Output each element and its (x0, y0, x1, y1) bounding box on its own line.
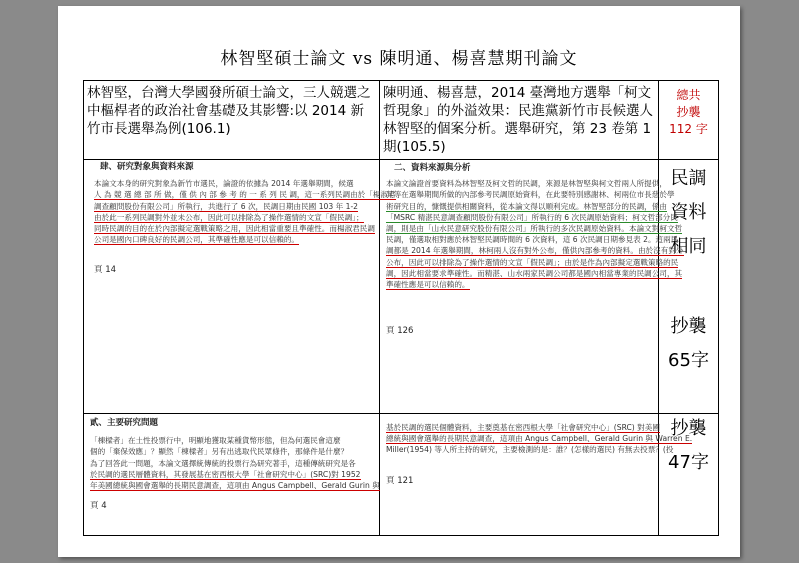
text-line: 調，則是由「山水民意研究股份有限公司」所執行的多次民調原始資料。本論文對柯文哲 (386, 224, 683, 234)
verdict-text: 抄襲 (670, 316, 707, 337)
text-line: 本論文論證首要資料為林智堅及柯文哲的民調，來源是林智堅與柯文哲兩人所提供， (386, 179, 667, 189)
text-line: Miller(1954) 等人所主持的研究，主要檢測的是：誰？(怎樣的選民) 有無去投票？(投 (386, 445, 674, 455)
section-heading: 肆、研究對象與資料來源 (100, 162, 194, 172)
row1-right-cell (380, 160, 684, 414)
page-number: 頁 4 (90, 501, 107, 512)
text-line: 公布，因此可以排除為了操作選情的文宣「假民調」；由於是作為內部擬定選戰策略的民 (386, 257, 679, 267)
header-left: 林智堅，台灣大學國發所碩士論文，三人競選之中樞桿者的政治社會基礎及其影響:以 2014 新竹市長選舉為例(106.1) (84, 81, 380, 160)
verdict-text: 資料 (670, 202, 707, 223)
verdict-text: 65字 (668, 350, 709, 371)
text-line: 「MSRC 精湛民意調查顧問股份有限公司」所執行的 6 次民調原始資料；柯文哲部分民 (386, 212, 678, 222)
text-line: 總統與國會選舉的長期民意調查，這項由 Angus Campbell、Gerald Gurin 與 Warren E. (386, 434, 693, 444)
text-line: 準確性應是可以信賴的。 (386, 280, 470, 290)
page-number: 頁 14 (94, 265, 117, 276)
text-line: 人 為 競 選 總 部 所 做，僅 供 內 部 參 考 的 一 系 列 民 調，這一系列民調由於「楊淑君 (94, 190, 396, 200)
row1-left-cell (84, 160, 396, 414)
verdict-text: 抄襲 (670, 418, 707, 439)
text-line: 年美國總統與國會選舉的長期民意調查，這項由 Angus Campbell、Gerald Gurin 與 (90, 481, 380, 491)
text-line: 民調，僅選取相對應於林智堅民調時間的 6 次資料，這 6 次民調日期參見表 2。這兩民 (386, 235, 679, 245)
section-heading: 二、資料來源與分析 (394, 163, 471, 173)
text-line: 由於此一系列民調對外並未公布，因此可以排除為了操作選情的文宣「假民調」； (94, 212, 364, 222)
text-line: 公司是國內口碑良好的民調公司，其準確性應是可以信賴的。 (94, 235, 300, 245)
verdict-text: 47字 (668, 452, 709, 473)
text-line: 其等在選舉期間所做的內部參考民調原始資料，在此要特別感謝林、柯兩位市長慈於學 (386, 190, 675, 200)
page-title: 林智堅碩士論文 vs 陳明通、楊喜慧期刊論文 (220, 49, 578, 69)
text-line: 為了回答此一問題，本論文選擇統傳統的投票行為研究著手，這種傳統研究是各 (90, 458, 356, 468)
text-line: 同時民調的目的在於內部擬定選戰策略之用，因此相當重要且準確性。而楊淑君民調 (94, 224, 375, 234)
text-line: 調，因此相當要求準確性。而精湛、山水兩家民調公司都是國內相當專業的民調公司，其 (386, 268, 683, 278)
text-line: 調都是 2014 年選舉期間，林柯兩人沒有對外公布，僅供內部參考的資料。由於沒有對外 (386, 246, 684, 256)
row2-verdict (659, 414, 719, 536)
section-heading: 貳、主要研究問題 (90, 418, 159, 428)
text-line: 個的「棄保效應」？顯然「棟樑者」另有出逃取代民眾條件，那條件是什麼？ (90, 447, 349, 457)
verdict-text: 相同 (670, 236, 707, 257)
text-line: 「棟樑者」在土性投票行中，明顯地獲取某種貨幣形態，但為何選民會這麼 (90, 436, 341, 446)
header-right: 陳明通、楊喜慧，2014 臺灣地方選舉「柯文哲現象」的外溢效果：民進黨新竹市長候選人林智堅的個案分析。選舉研究，第 23 卷第 1 期(105.5) (380, 81, 659, 160)
page-number: 頁 121 (386, 475, 414, 486)
comparison-table (83, 80, 719, 536)
header-total: 總共 抄襲 112 字 (659, 81, 719, 160)
text-line: 基於民調的選民個體資料，主要奠基在密西根大學「社會研究中心」(SRC) 對美國 (386, 423, 660, 432)
comparison-row-2 (84, 414, 719, 536)
text-line: 於民調的選民層體資料，其發展基在密西根大學「社會研究中心」(SRC)對 1952 (90, 469, 361, 479)
comparison-row-1 (84, 160, 719, 414)
text-line: 調查顧問股份有限公司」所執行，共進行了 6 次，民調日期由民國 103 年 1-2 (94, 201, 359, 211)
text-line: 術研究目的，慷慨提供相關資料，從本論文得以順利完成。林智堅部分的民調，係由 (386, 201, 667, 211)
document-page (58, 6, 740, 557)
text-line: 本論文本身的研究對象為新竹市選民，論證的依據為 2014 年選舉期間，候選 (94, 179, 354, 189)
verdict-text: 民調 (670, 168, 707, 189)
header-row (84, 81, 719, 160)
row2-left-cell (84, 414, 380, 536)
page-number: 頁 126 (386, 326, 414, 337)
